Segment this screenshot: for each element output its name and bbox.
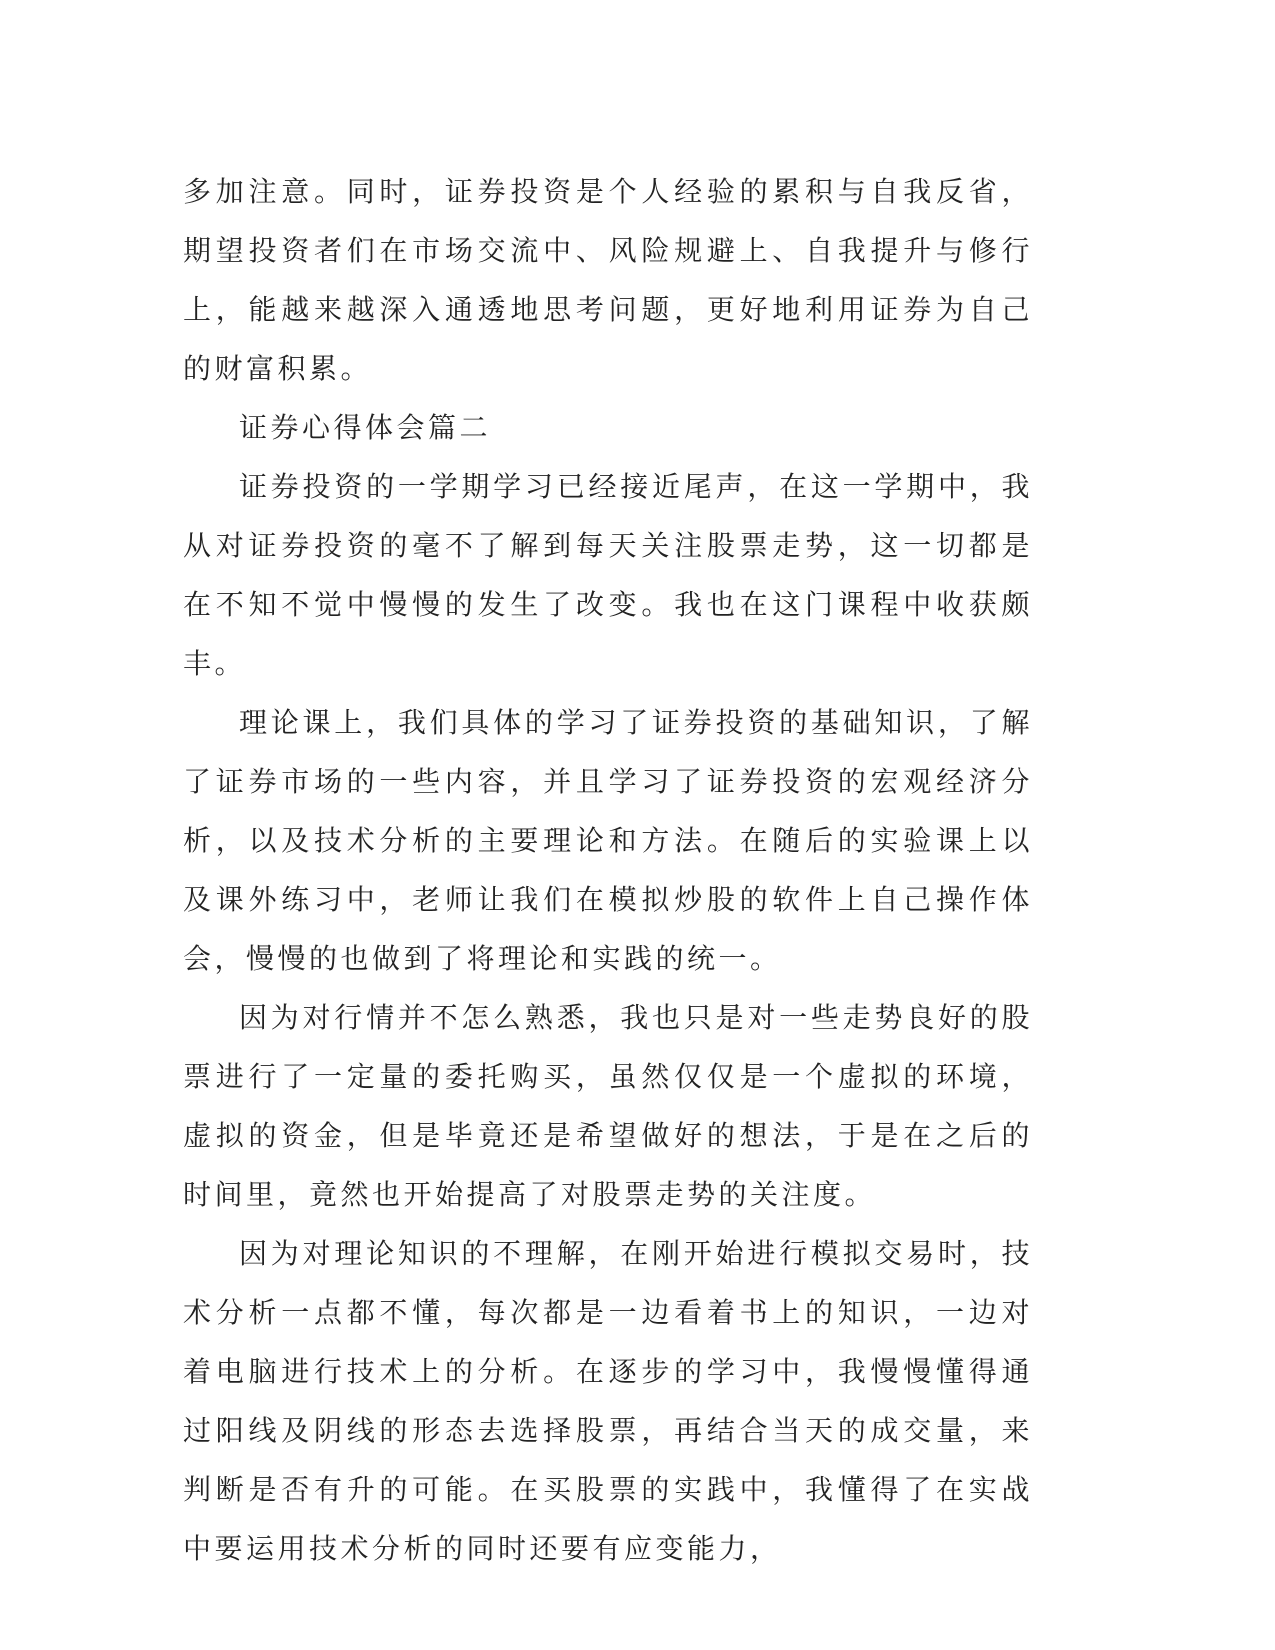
- paragraph-theory: 理论课上，我们具体的学习了证券投资的基础知识，了解了证券市场的一些内容，并且学习了证券投资的宏观经济分析，以及技术分析的主要理论和方法。在随后的实验课上以及课外练习中，老师让我们在模拟炒股的软件上自己操作体会，慢慢的也做到了将理论和实践的统一。: [183, 706, 1033, 975]
- document-body: [183, 162, 1033, 1578]
- paragraph-technical: 因为对理论知识的不理解，在刚开始进行模拟交易时，技术分析一点都不懂，每次都是一边看着书上的知识，一边对着电脑进行技术上的分析。在逐步的学习中，我慢慢懂得通过阳线及阴线的形态去选择股票，再结合当天的成交量，来判断是否有升的可能。在买股票的实践中，我懂得了在实战中要运用技术分析的同时还要有应变能力，: [183, 1237, 1033, 1565]
- paragraph-intro: 证券投资的一学期学习已经接近尾声，在这一学期中，我从对证券投资的毫不了解到每天关注股票走势，这一切都是在不知不觉中慢慢的发生了改变。我也在这门课程中收获颇丰。: [183, 470, 1033, 680]
- paragraph-continuation: 多加注意。同时，证券投资是个人经验的累积与自我反省，期望投资者们在市场交流中、风险规避上、自我提升与修行上，能越来越深入通透地思考问题，更好地利用证券为自己的财富积累。: [183, 175, 1033, 385]
- section-heading: 证券心得体会篇二: [239, 411, 492, 444]
- paragraph-market: 因为对行情并不怎么熟悉，我也只是对一些走势良好的股票进行了一定量的委托购买，虽然仅仅是一个虚拟的环境，虚拟的资金，但是毕竟还是希望做好的想法，于是在之后的时间里，竟然也开始提高了对股票走势的关注度。: [183, 1001, 1033, 1211]
